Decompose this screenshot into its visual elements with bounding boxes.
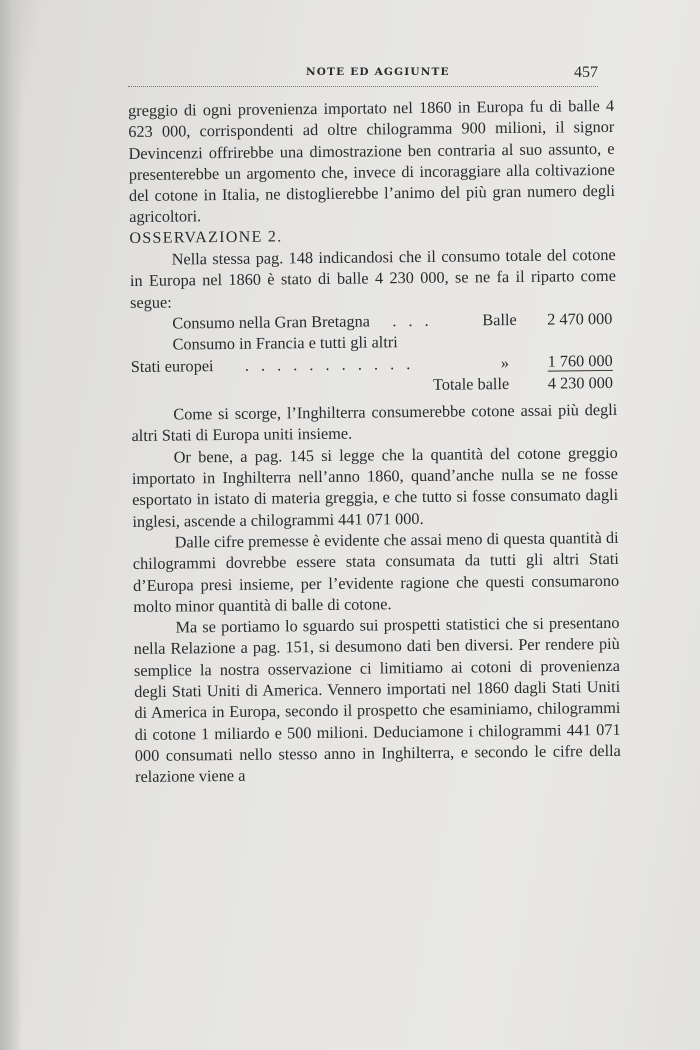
- paragraph-ma-se: Ma se portiamo lo sguardo sui prospetti statistici che si presentano nella Relazione a pag. 151, si desumono dati ben diversi. Per rendere più semplice la nostra osservazione ci limitiamo ai cotoni di provenienza degli Stati Uniti di America. Vennero importati nel 1860 dagli Stati Uniti di America in Europa, secondo il prospetto che esaminiamo, chilogrammi di cotone 1 miliardo e 500 milioni. Deduciamone i chilogrammi 441 071 000 consumati nello stesso anno in Inghilterra, e secondo le cifre della relazione viene a: [133, 613, 621, 787]
- table-total-label: Totale balle: [432, 373, 510, 394]
- table-value-gran-bretagna: 2 470 000: [547, 308, 613, 329]
- paragraph-dalle-cifre: Dalle cifre premesse è evidente che assai meno di questa quantità di chilogrammi dovrebbe essere stata consumata da tutti gli altri Stati d’Europa presi insieme, per l’evidente ragione che questi consumarono molto minor quantità di balle di cotone.: [132, 527, 620, 616]
- table-unit-balle: Balle: [482, 309, 517, 330]
- table-value-francia: 1 760 000: [547, 350, 613, 371]
- paragraph-or-bene: Or bene, a pag. 145 si legge che la quantità del cotone greggio importato in Inghilterra nell’anno 1860, quand’anche nulla se ne fosse esportato in istato di materia greggia, e che tutto si fosse consumato dagli inglesi, ascende a chilogrammi 441 071 000.: [131, 442, 619, 531]
- paragraph-intro: Nella stessa pag. 148 indicandosi che il consumo totale del cotone in Europa nel 1860 è stato di balle 4 230 000, se ne fa il riparto come segue:: [129, 244, 616, 312]
- table-unit-ditto-mark: »: [500, 352, 510, 372]
- page-body-text: [128, 95, 621, 788]
- table-leader-dots: . . .: [392, 310, 433, 331]
- header-dotted-rule: [128, 86, 598, 87]
- table-leader-dots: . . . . . . . . . . .: [244, 353, 415, 375]
- consumption-table: [130, 308, 617, 398]
- table-row-total: [131, 372, 617, 398]
- page-gutter-shadow: [0, 0, 22, 1050]
- paragraph-continued: greggio di ogni provenienza importato nel 1860 in Europa fu di balle 4 623 000, corrispondenti ad oltre chilogramma 900 milioni, il signor Devincenzi offrirebbe una dimostrazione ben contraria al suo assunto, e presenterebbe un argomento che, invece di incoraggiare alla coltivazione del cotone in Italia, ne distoglierebbe l’animo del più gran numero degli agricoltori.: [128, 95, 616, 227]
- page-number: 457: [574, 64, 598, 81]
- paragraph-inghilterra: Come si scorge, l’Inghilterra consumerebbe cotone assai più degli altri Stati di Europa uniti insieme.: [131, 400, 618, 446]
- table-total-value: 4 230 000: [547, 372, 614, 393]
- table-label-gran-bretagna: Consumo nella Gran Bretagna: [172, 311, 371, 333]
- table-label-francia-line1: Consumo in Francia e tutti gli altri: [172, 332, 398, 354]
- table-label-francia-line2: Stati europei: [130, 355, 214, 376]
- section-heading: OSSERVAZIONE 2.: [129, 228, 283, 247]
- running-header-title: NOTE ED AGGIUNTE: [306, 66, 450, 78]
